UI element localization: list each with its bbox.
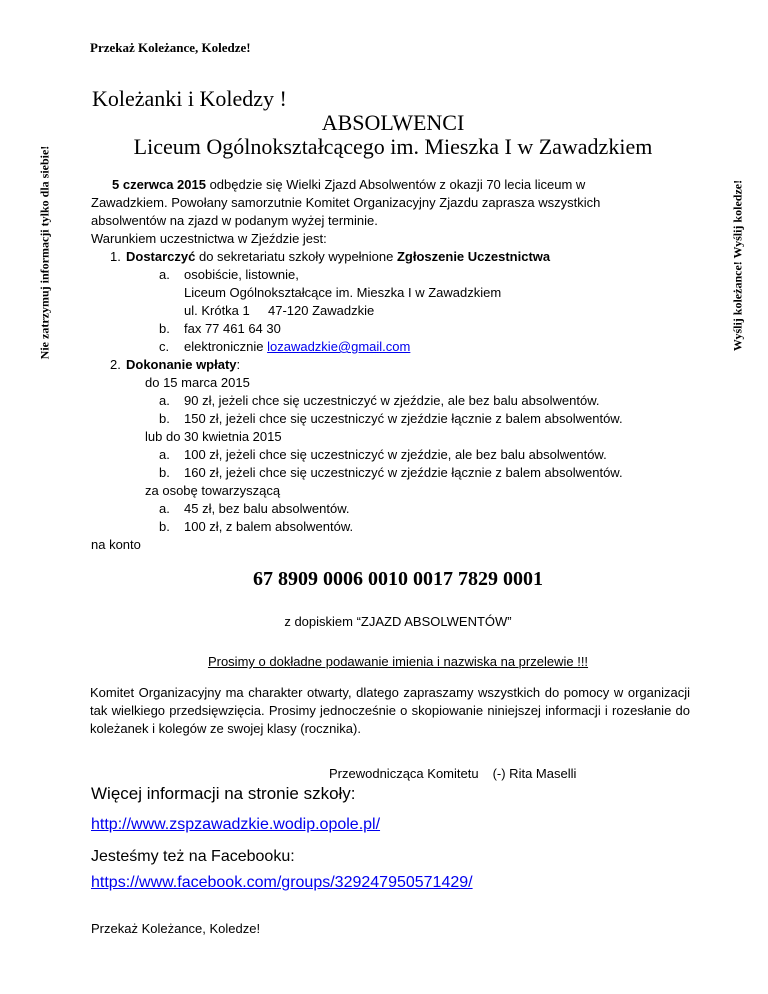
- signature: Przewodnicząca Komitetu (-) Rita Maselli: [329, 766, 577, 781]
- side-note-left: Nie zatrzymuj informacji tylko dla siebie!: [37, 145, 52, 360]
- school-postcode-city: 47-120 Zawadzkie: [268, 303, 375, 318]
- fee-item: 90 zł, jeżeli chce się uczestniczyć w zjeździe, ale bez balu absolwentów.: [184, 393, 600, 408]
- period-2-heading: lub do 30 kwietnia 2015: [145, 429, 282, 444]
- more-info-label: Więcej informacji na stronie szkoły:: [91, 784, 356, 803]
- school-url[interactable]: http://www.zspzawadzkie.wodip.opole.pl/: [91, 816, 381, 833]
- to-account-label: na konto: [91, 537, 141, 552]
- closing-paragraph: Komitet Organizacyjny ma charakter otwarty, dlatego zapraszamy wszystkich do pomocy w organizacji tak wielkiego przedsięwzięcia. Prosimy jednocześnie o skopiowanie niniejszej informacji i rozesłanie do koleżanek i kolegów ze swojej klasy (rocznika).: [90, 685, 690, 736]
- delivery-in-person: osobiście, listownie,: [184, 267, 299, 282]
- fee-item: 150 zł, jeżeli chce się uczestniczyć w zjeździe łącznie z balem absolwentów.: [184, 411, 623, 426]
- intro-line-3: absolwentów na zjazd w podanym wyżej terminie.: [91, 213, 378, 228]
- list-marker: a.: [159, 393, 170, 408]
- fee-item: 160 zł, jeżeli chce się uczestniczyć w zjeździe łącznie z balem absolwentów.: [184, 465, 623, 480]
- event-date: 5 czerwca 2015: [112, 177, 206, 192]
- step-2-number: 2.: [110, 357, 121, 372]
- step-1-text: Dostarczyć do sekretariatu szkoły wypełnione Zgłoszenie Uczestnictwa: [126, 249, 551, 264]
- list-marker: b.: [159, 321, 170, 336]
- title-line-2: Liceum Ogólnokształcącego im. Mieszka I w Zawadzkiem: [133, 134, 653, 159]
- step-2-text: Dokonanie wpłaty:: [126, 357, 241, 372]
- fax-number: fax 77 461 64 30: [184, 321, 281, 336]
- fee-item: 45 zł, bez balu absolwentów.: [184, 501, 350, 516]
- school-website-link[interactable]: [91, 816, 380, 834]
- email-link[interactable]: lozawadzkie@gmail.com: [267, 339, 411, 354]
- footer-note: Przekaż Koleżance, Koledze!: [91, 921, 261, 936]
- intro-line-1: 5 czerwca 2015 odbędzie się Wielki Zjazd Absolwentów z okazji 70 lecia liceum w: [112, 177, 586, 192]
- facebook-group-link[interactable]: [91, 874, 473, 892]
- companion-heading: za osobę towarzyszącą: [145, 483, 281, 498]
- fee-item: 100 zł, z balem absolwentów.: [184, 519, 354, 534]
- bank-account-number: 67 8909 0006 0010 0017 7829 0001: [253, 568, 543, 590]
- list-marker: b.: [159, 411, 170, 426]
- list-marker: b.: [159, 519, 170, 534]
- facebook-label: Jesteśmy też na Facebooku:: [91, 848, 295, 865]
- registration-form: Zgłoszenie Uczestnictwa: [396, 249, 551, 264]
- list-marker: a.: [159, 267, 170, 282]
- list-marker: a.: [159, 447, 170, 462]
- fee-item: 100 zł, jeżeli chce się uczestniczyć w zjeździe, ale bez balu absolwentów.: [184, 447, 607, 462]
- list-marker: b.: [159, 465, 170, 480]
- greeting: Koleżanki i Koledzy !: [92, 86, 287, 111]
- list-marker: c.: [159, 339, 170, 354]
- school-street: ul. Krótka 1: [184, 303, 250, 318]
- title-line-1: ABSOLWENCI: [321, 110, 465, 135]
- intro-line-2: Zawadzkiem. Powołany samorzutnie Komitet Organizacyjny Zjazdu zaprasza wszystkich: [91, 195, 601, 210]
- step-1-number: 1.: [110, 249, 121, 264]
- top-note: Przekaż Koleżance, Koledze!: [90, 40, 251, 55]
- participation-condition: Warunkiem uczestnictwa w Zjeździe jest:: [91, 231, 327, 246]
- period-1-heading: do 15 marca 2015: [145, 375, 250, 390]
- electronic-delivery: elektronicznie lozawadzkie@gmail.com: [184, 339, 411, 354]
- school-name: Liceum Ogólnokształcące im. Mieszka I w Zawadzkiem: [184, 285, 502, 300]
- facebook-url[interactable]: https://www.facebook.com/groups/329247950571429/: [91, 874, 473, 891]
- list-marker: a.: [159, 501, 170, 516]
- side-note-right: Wyślij koleżance! Wyślij koledze!: [730, 179, 745, 352]
- name-request: Prosimy o dokładne podawanie imienia i nazwiska na przelewie !!!: [207, 654, 589, 669]
- transfer-note: z dopiskiem “ZJAZD ABSOLWENTÓW”: [284, 614, 512, 629]
